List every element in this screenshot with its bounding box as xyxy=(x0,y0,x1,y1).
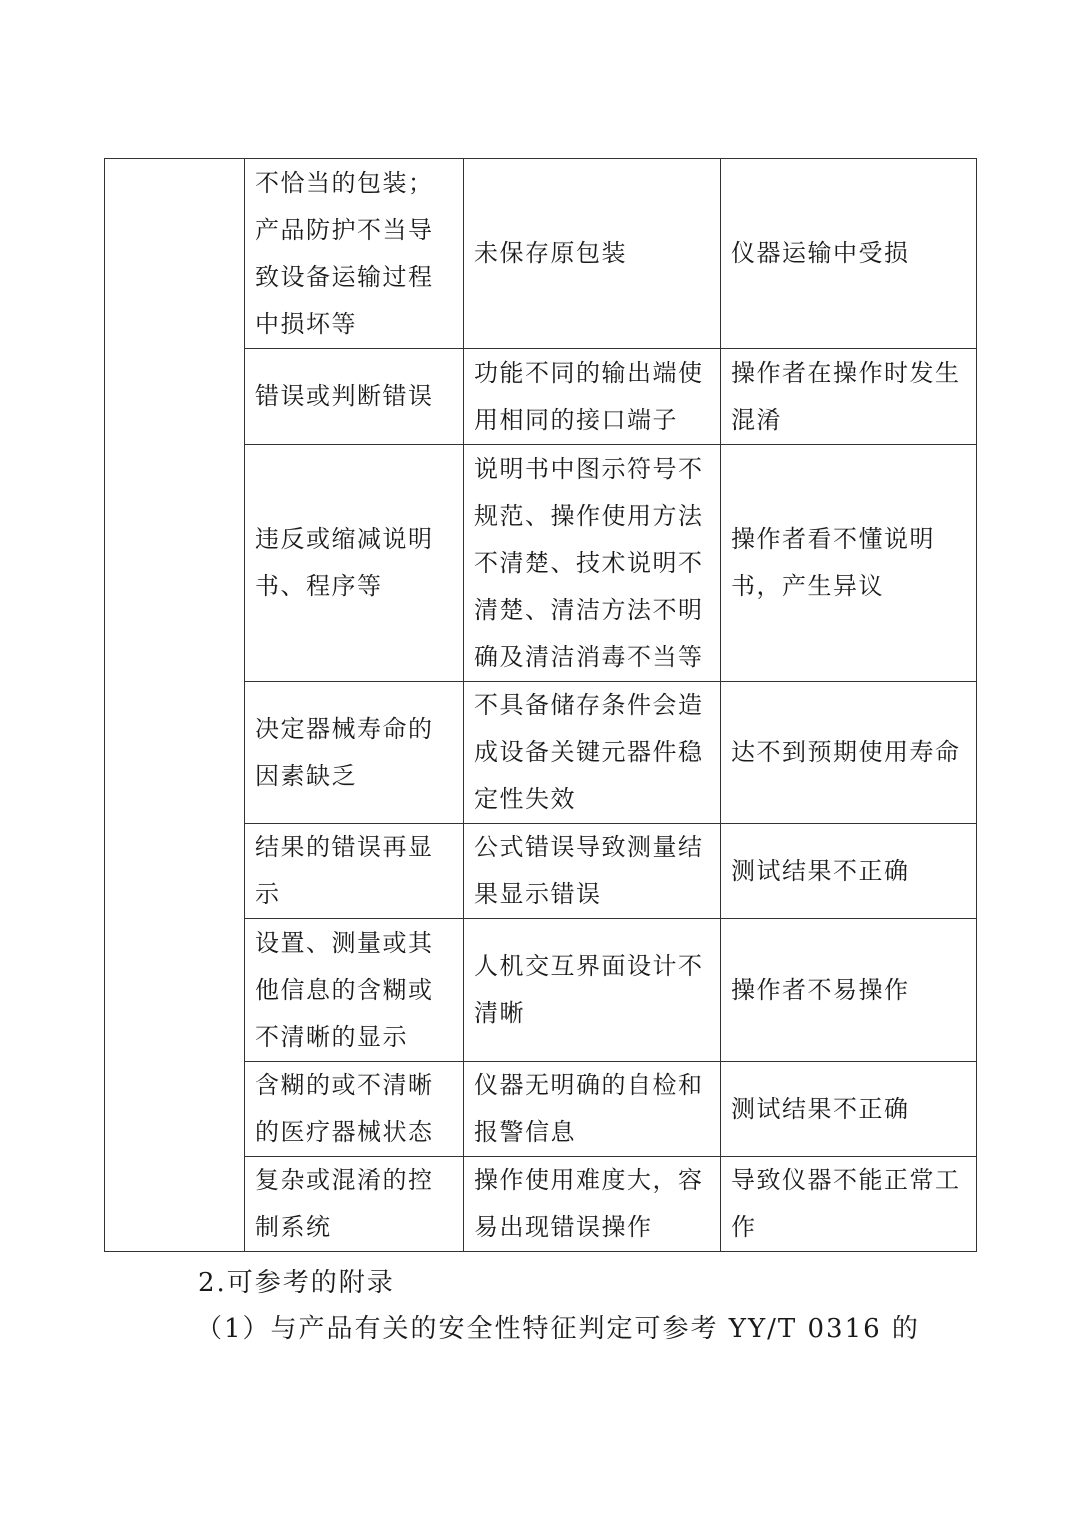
consequence-cell: 操作者不易操作 xyxy=(721,919,977,1062)
cause-cell: 说明书中图示符号不规范、操作使用方法不清楚、技术说明不清楚、清洁方法不明确及清洁消毒不当等 xyxy=(464,445,721,682)
cause-cell: 未保存原包装 xyxy=(464,159,721,349)
section-paragraph: （1）与产品有关的安全性特征判定可参考 YY/T 0316 的 xyxy=(196,1314,920,1344)
hazard-cell: 复杂或混淆的控制系统 xyxy=(245,1157,464,1252)
hazard-cell: 含糊的或不清晰的医疗器械状态 xyxy=(245,1062,464,1157)
hazard-cell: 决定器械寿命的因素缺乏 xyxy=(245,682,464,824)
cause-cell: 功能不同的输出端使用相同的接口端子 xyxy=(464,349,721,445)
consequence-cell: 测试结果不正确 xyxy=(721,824,977,919)
category-cell xyxy=(105,159,245,1252)
hazard-cell: 设置、测量或其他信息的含糊或不清晰的显示 xyxy=(245,919,464,1062)
hazard-cell: 不恰当的包装；产品防护不当导致设备运输过程中损坏等 xyxy=(245,159,464,349)
cause-cell: 仪器无明确的自检和报警信息 xyxy=(464,1062,721,1157)
consequence-cell: 测试结果不正确 xyxy=(721,1062,977,1157)
hazard-cell: 错误或判断错误 xyxy=(245,349,464,445)
cause-cell: 操作使用难度大，容易出现错误操作 xyxy=(464,1157,721,1252)
consequence-cell: 仪器运输中受损 xyxy=(721,159,977,349)
section-heading: 2.可参考的附录 xyxy=(198,1268,395,1298)
consequence-cell: 导致仪器不能正常工作 xyxy=(721,1157,977,1252)
table-row xyxy=(105,159,977,349)
cause-cell: 不具备储存条件会造成设备关键元器件稳定性失效 xyxy=(464,682,721,824)
cause-cell: 公式错误导致测量结果显示错误 xyxy=(464,824,721,919)
hazard-cell: 结果的错误再显示 xyxy=(245,824,464,919)
cause-cell: 人机交互界面设计不清晰 xyxy=(464,919,721,1062)
consequence-cell: 操作者看不懂说明书，产生异议 xyxy=(721,445,977,682)
consequence-cell: 达不到预期使用寿命 xyxy=(721,682,977,824)
hazard-table xyxy=(104,158,977,1252)
consequence-cell: 操作者在操作时发生混淆 xyxy=(721,349,977,445)
hazard-cell: 违反或缩减说明书、程序等 xyxy=(245,445,464,682)
